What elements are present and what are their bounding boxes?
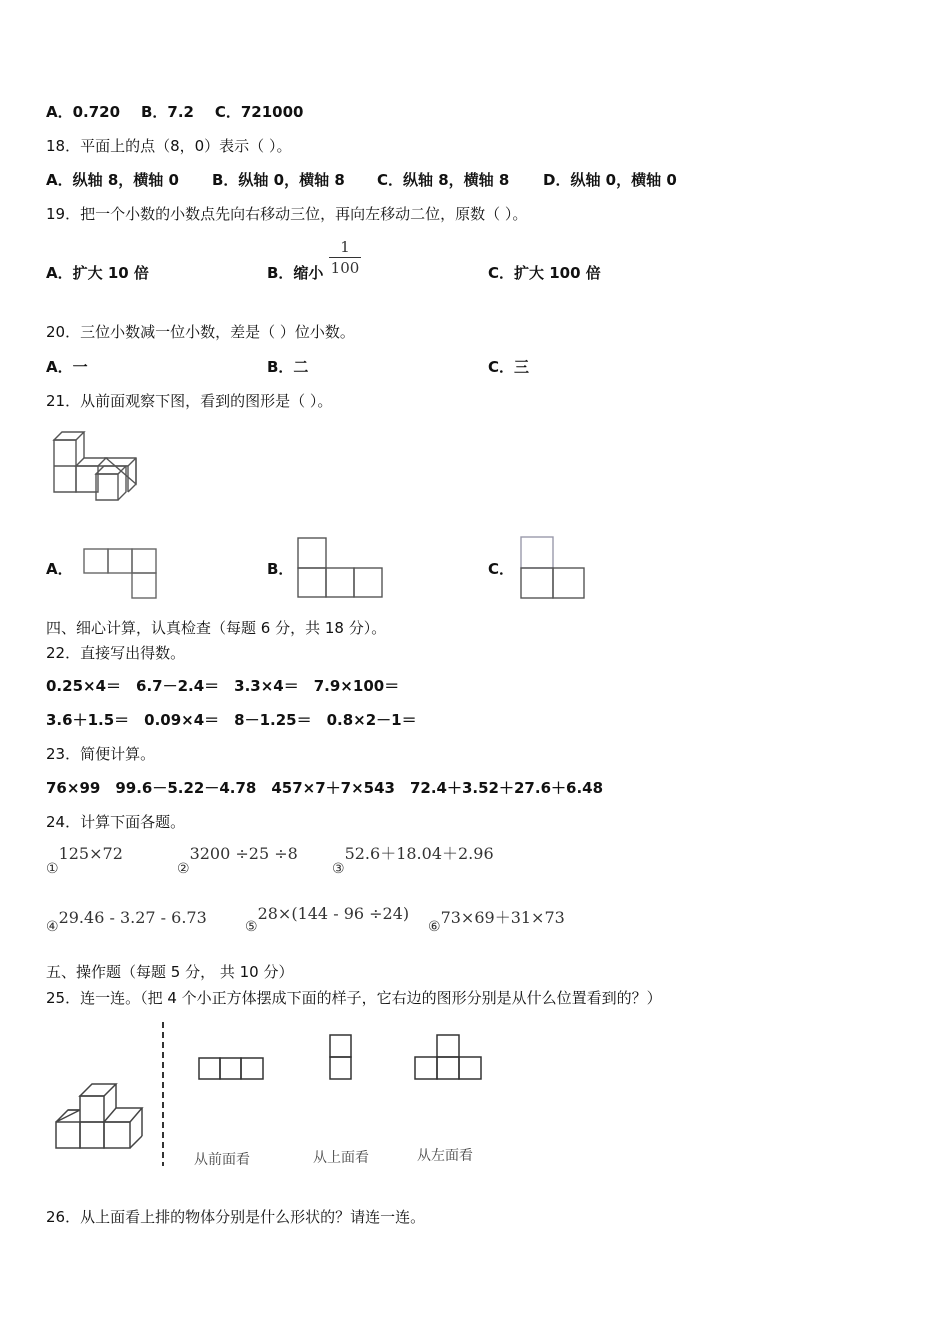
item-expression: 52.6＋18.04＋2.96 [344,844,494,863]
q22-row1: 0.25×4＝ 6.7－2.4＝ 3.3×4＝ 7.9×100＝ [46,677,400,695]
q23-row: 76×99 99.6－5.22－4.78 457×7＋7×543 72.4＋3.52＋27.6＋6.48 [46,779,604,797]
item-number: ② [177,861,190,877]
q19-option-a: A．扩大 10 倍 [46,264,149,282]
q17-option-c: C．721000 [214,103,304,121]
q21-option-b-label: B． [267,560,294,578]
q21-option-c-figure [520,536,586,600]
q25-caption-top: 从上面看 [313,1150,369,1166]
section5-title: 五、操作题（每题 5 分， 共 10 分） [46,963,294,981]
q23-question: 23．简便计算。 [46,745,156,763]
q22-row2: 3.6＋1.5＝ 0.09×4＝ 8－1.25＝ 0.8×2－1＝ [46,711,417,729]
q18-option-a: A．纵轴 8，横轴 0 [46,171,179,189]
fraction-bar [329,257,361,258]
item-expression: 28×(144 - 96 ÷24) [257,904,410,923]
q21-question: 21．从前面观察下图，看到的图形是（ ）。 [46,392,333,410]
q18-option-b: B．纵轴 0，横轴 8 [212,171,345,189]
q25-question: 25．连一连。（把 4 个小正方体摆成下面的样子，它右边的图形分别是从什么位置看到的？） [46,989,662,1007]
q19-question: 19．把一个小数的小数点先向右移动三位，再向左移动二位，原数（ ）。 [46,205,528,223]
fraction-denominator: 100 [330,259,360,277]
q24-item-4 [46,908,207,935]
q17-option-a: A．0.720 [46,103,121,121]
q18-question: 18．平面上的点（8，0）表示（ ）。 [46,137,292,155]
section4-title: 四、细心计算，认真检查（每题 6 分，共 18 分）。 [46,619,387,637]
q25-caption-front: 从前面看 [194,1152,250,1168]
q25-view-2 [329,1034,353,1082]
q20-option-b: B．二 [267,358,309,376]
q24-item-5 [245,904,410,935]
q21-option-b-figure [297,537,385,599]
q21-cube-figure [50,428,142,504]
fraction-numerator: 1 [340,238,350,256]
q25-view-3 [414,1034,484,1082]
q25-dashed-divider [160,1022,166,1168]
q25-view-1 [198,1057,266,1081]
q20-option-a: A．一 [46,358,88,376]
q19-option-b: B．缩小 [267,264,324,282]
item-number: ⑤ [245,919,258,935]
item-number: ⑥ [428,919,441,935]
q24-item-3 [332,844,494,877]
q25-caption-left: 从左面看 [417,1148,473,1164]
item-expression: 125×72 [58,844,123,863]
q25-cube-arrangement [52,1078,152,1154]
q19-option-c: C．扩大 100 倍 [488,264,601,282]
q20-option-c: C．三 [488,358,530,376]
q20-question: 20．三位小数减一位小数，差是（ ）位小数。 [46,323,355,341]
item-number: ① [46,861,59,877]
q21-option-a-label: A． [46,560,73,578]
q26-question: 26．从上面看上排的物体分别是什么形状的？请连一连。 [46,1208,426,1226]
q18-option-c: C．纵轴 8，横轴 8 [377,171,510,189]
item-expression: 73×69＋31×73 [440,908,565,927]
q18-option-d: D．纵轴 0，横轴 0 [543,171,677,189]
q24-question: 24．计算下面各题。 [46,813,186,831]
q21-option-a-figure [83,548,159,600]
item-number: ④ [46,919,59,935]
q17-option-b: B．7.2 [140,103,194,121]
item-expression: 29.46 - 3.27 - 6.73 [58,908,207,927]
q22-question: 22．直接写出得数。 [46,644,186,662]
q24-item-6 [428,908,565,935]
item-expression: 3200 ÷25 ÷8 [189,844,298,863]
q19-fraction [329,238,361,277]
q24-item-2 [177,844,298,877]
item-number: ③ [332,861,345,877]
q21-option-c-label: C． [488,560,515,578]
q17-options [46,102,304,122]
q24-item-1 [46,844,123,877]
